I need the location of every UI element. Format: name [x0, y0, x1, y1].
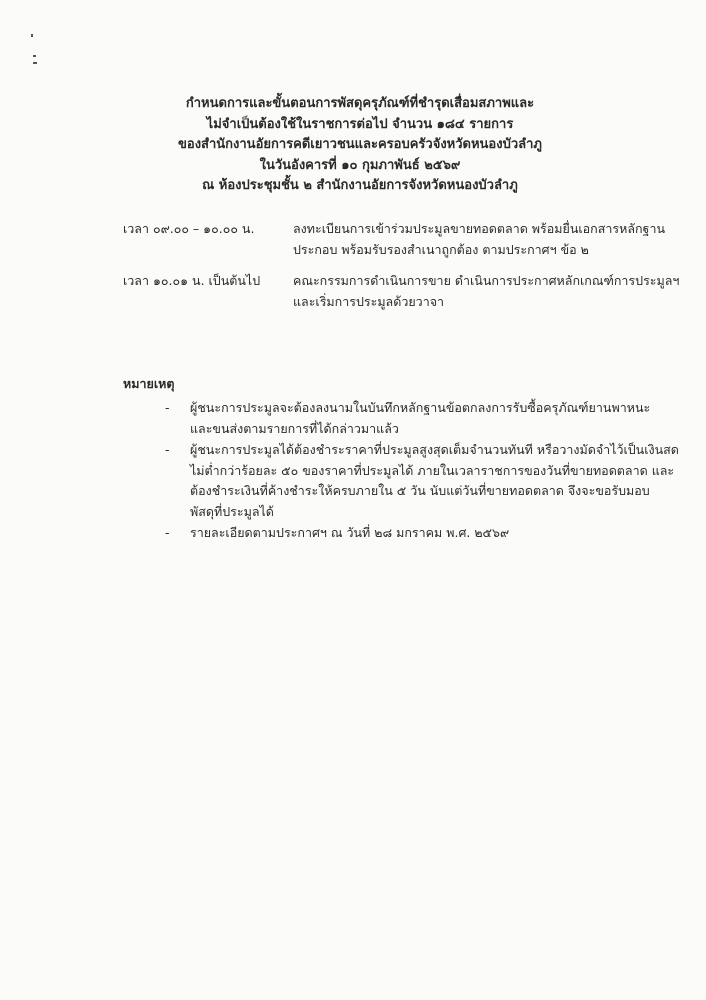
schedule-description-line: ลงทะเบียนการเข้าร่วมประมูลขายทอดตลาด พร้อมยื่นเอกสารหลักฐาน	[293, 221, 666, 236]
scan-mark	[31, 34, 33, 37]
title-line: ของสำนักงานอัยการคดีเยาวชนและครอบครัวจังหวัดหนองบัวลำภู	[178, 137, 542, 152]
schedule-description-line: และเริ่มการประมูลด้วยวาจา	[293, 294, 445, 309]
title-line: กำหนดการและขั้นตอนการพัสดุครุภัณฑ์ที่ชำรุดเสื่อมสภาพและ	[185, 96, 535, 111]
note-text	[190, 398, 651, 439]
note-line: รายละเอียดตามประกาศฯ ณ วันที่ ๒๘ มกราคม พ.ศ. ๒๕๖๙	[190, 525, 510, 540]
schedule-time: เวลา ๑๐.๐๑ น. เป็นต้นไป	[123, 273, 261, 288]
note-item	[165, 440, 679, 522]
scan-mark	[33, 55, 36, 57]
bullet-dash: -	[165, 400, 170, 415]
bullet-dash: -	[165, 525, 170, 540]
schedule-description	[293, 270, 680, 312]
schedule-time: เวลา ๐๙.๐๐ – ๑๐.๐๐ น.	[123, 221, 255, 236]
note-text	[190, 440, 679, 522]
notes-list	[165, 398, 679, 545]
note-line: ผู้ชนะการประมูลจะต้องลงนามในบันทึกหลักฐานข้อตกลงการรับซื้อครุภัณฑ์ยานพาหนะ	[190, 400, 651, 415]
note-line: ต้องชำระเงินที่ค้างชำระให้ครบภายใน ๕ วัน นับแต่วันที่ขายทอดตลาด จึงจะขอรับมอบ	[190, 483, 650, 498]
title-line: ในวันอังคารที่ ๑๐ กุมภาพันธ์ ๒๕๖๙	[259, 157, 461, 173]
notes-heading: หมายเหตุ	[123, 376, 175, 391]
note-line: และขนส่งตามรายการที่ได้กล่าวมาแล้ว	[190, 420, 399, 436]
note-line: ไม่ต่ำกว่าร้อยละ ๕๐ ของราคาที่ประมูลได้ ภายในเวลาราชการของวันที่ขายทอดตลาด และ	[190, 462, 675, 478]
bullet-dash: -	[165, 442, 170, 457]
schedule-description-line: ประกอบ พร้อมรับรองสำเนาถูกต้อง ตามประกาศฯ ข้อ ๒	[293, 242, 589, 257]
note-text	[190, 523, 635, 544]
document-title	[150, 94, 570, 197]
note-item	[165, 523, 635, 544]
scan-mark	[33, 62, 37, 64]
title-line: ณ ห้องประชุมชั้น ๒ สำนักงานอัยการจังหวัดหนองบัวลำภู	[202, 178, 518, 193]
title-line: ไม่จำเป็นต้องใช้ในราชการต่อไป จำนวน ๑๘๔ รายการ	[206, 116, 514, 132]
note-line: พัสดุที่ประมูลได้	[190, 503, 274, 519]
note-item	[165, 398, 651, 439]
schedule-description-line: คณะกรรมการดำเนินการขาย ดำเนินการประกาศหลักเกณฑ์การประมูลฯ	[293, 273, 680, 288]
note-line: ผู้ชนะการประมูลได้ต้องชำระราคาที่ประมูลสูงสุดเต็มจำนวนทันที หรือวางมัดจำไว้เป็นเงินสด	[190, 442, 679, 457]
schedule-description	[293, 218, 666, 260]
